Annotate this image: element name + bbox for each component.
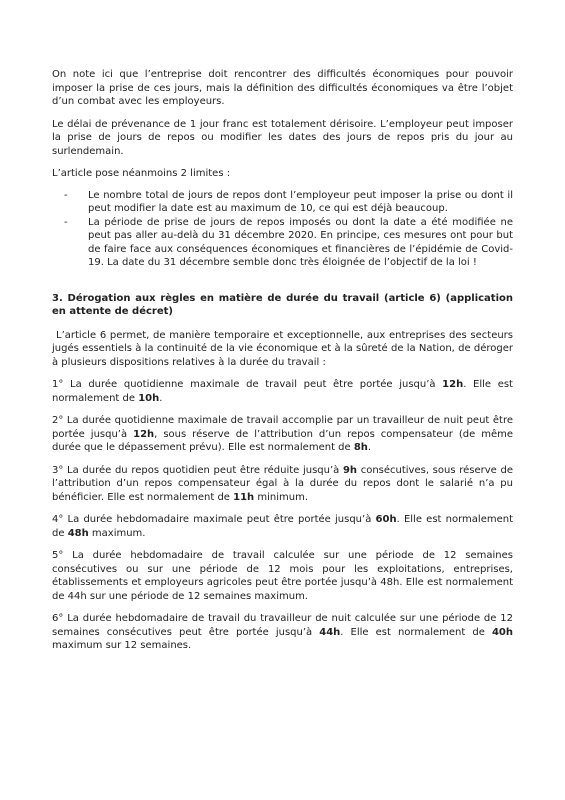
document-page — [52, 68, 513, 662]
limits-list — [52, 189, 513, 270]
item-4: 4° La durée hebdomadaire maximale peut être portée jusqu’à 60h. Elle est normalement de 48h maximum. — [52, 514, 513, 539]
paragraph-delai: Le délai de prévenance de 1 jour franc est totalement dérisoire. L’employeur peut imposer la prise de jours de repos ou modifier les dates des jours de repos pris du jour au surlendemain. — [52, 118, 513, 157]
item-2: 2° La durée quotidienne maximale de travail accomplie par un travailleur de nuit peut être portée jusqu’à 12h, sous réserve de l’attribution d’un repos compensateur (de même durée que le dépassement prévu). Elle est normalement de 8h. — [52, 415, 514, 453]
item-5: 5° La durée hebdomadaire de travail calculée sur une période de 12 semaines consécutives ou sur une période de 12 mois pour les exploitations, entreprises, établissements et employeurs agricoles peut être portée jusqu’à 48h. Elle est normalement de 44h sur une période de 12 semaines maximum. — [52, 550, 513, 602]
item-6: 6° La durée hebdomadaire de travail du travailleur de nuit calculée sur une période de 12 semaines consécutives peut être portée jusqu’à 44h. Elle est normalement de 40h maximum sur 12 semaines. — [52, 613, 513, 651]
paragraph-limites-intro: L’article pose néanmoins 2 limites : — [52, 168, 231, 179]
list-item: - Le nombre total de jours de repos dont l’employeur peut imposer la prise ou dont il peut modifier la date est au maximum de 10, ce qui est déjà beaucoup. — [88, 189, 513, 216]
paragraph-difficultes: On note ici que l’entreprise doit rencontrer des difficultés économiques pour pouvoir imposer la prise de ces jours, mais la définition des difficultés économiques va être l’objet d’un combat avec les employeurs. — [52, 69, 513, 107]
item-3: 3° La durée du repos quotidien peut être réduite jusqu’à 9h consécutives, sous réserve de l’attribution d’un repos compensateur égal à la durée du repos dont le salarié n’a pu bénéficier. Elle est normalement de 11h minimum. — [52, 464, 513, 503]
section-heading: 3. Dérogation aux règles en matière de durée du travail (article 6) (application en attente de décret) — [52, 292, 513, 317]
item-1: 1° La durée quotidienne maximale de travail peut être portée jusqu’à 12h. Elle est normalement de 10h. — [52, 379, 513, 404]
section-intro: L’article 6 permet, de manière temporaire et exceptionnelle, aux entreprises des secteurs jugés essentiels à la continuité de la vie économique et à la sûreté de la Nation, de déroger à plusieurs dispositions relatives à la durée du travail : — [52, 329, 513, 368]
list-item: - La période de prise de jours de repos imposés ou dont la date a été modifiée ne peut pas aller au-delà du 31 décembre 2020. En principe, ces mesures ont pour but de faire face aux conséquences économiques et financières de l’épidémie de Covid-19. La date du 31 décembre semble donc très éloignée de l’objectif de la loi ! — [88, 216, 513, 270]
